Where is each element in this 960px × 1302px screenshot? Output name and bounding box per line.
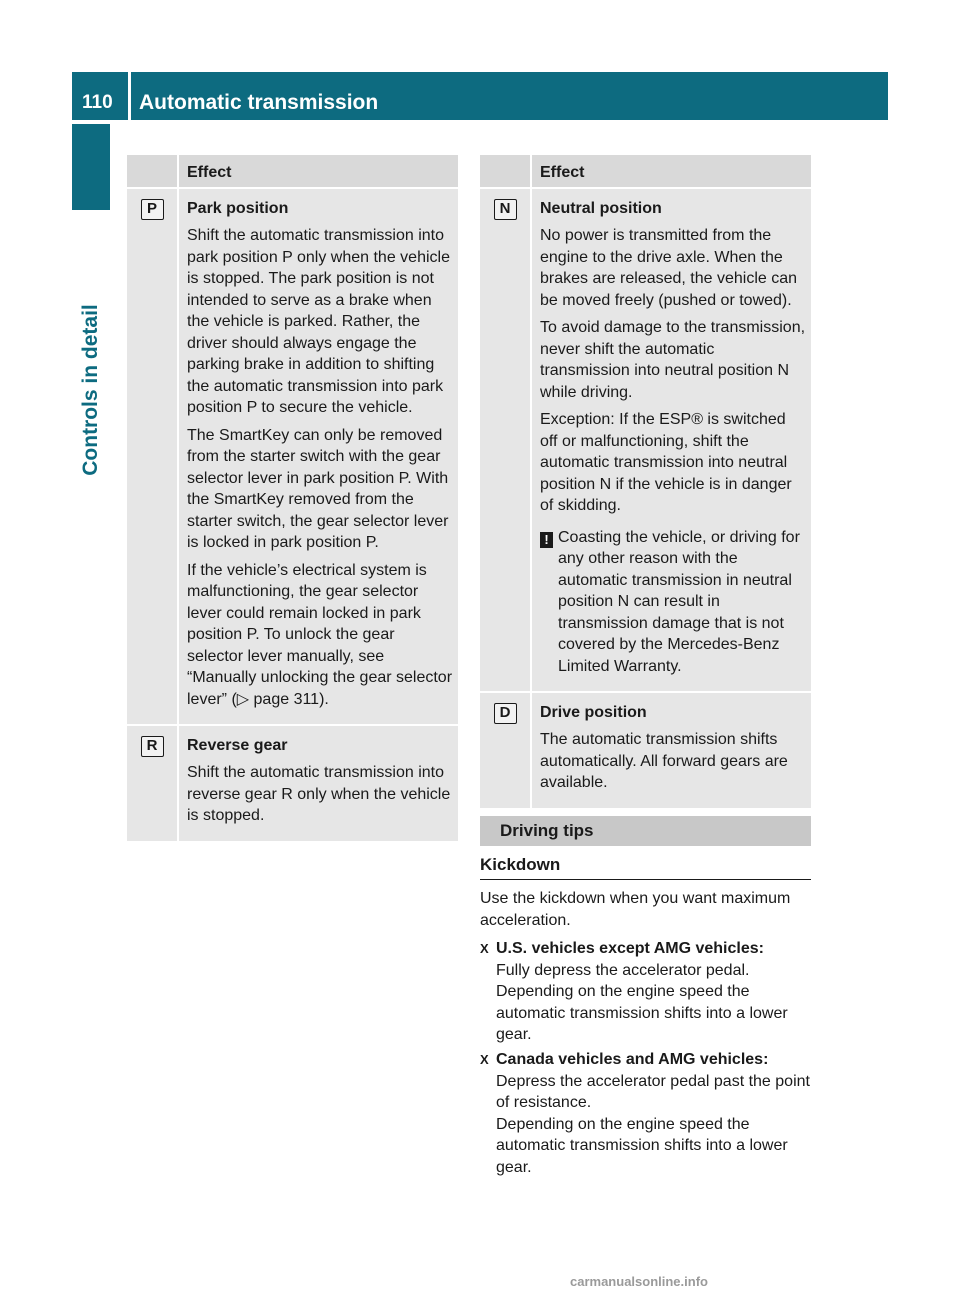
table-row-drive [480, 693, 811, 808]
side-tab-label: Controls in detail [79, 304, 103, 476]
side-tab [72, 210, 110, 570]
row-paragraph: Exception: If the ESP® is switched off or malfunctioning, shift the automatic transmission into neutral position N if the vehicle is in danger of skidding. [540, 411, 792, 514]
row-paragraph: The SmartKey can only be removed from the starter switch with the gear selector lever in park position P. With the SmartKey removed from the starter switch, the gear selector lever is locked in park position P. [187, 426, 449, 551]
row-paragraph: Shift the automatic transmission into park position P only when the vehicle is stopped. The park position is not intended to serve as a brake when the vehicle is parked. Rather, the driver should always engage the parking brake in addition to shifting the automatic transmission into park position P to secure the vehicle. [187, 227, 450, 416]
step-item [480, 938, 811, 1046]
intro-text: Use the kickdown when you want maximum acceleration. [480, 890, 791, 929]
park-position-icon: P [141, 199, 164, 220]
step-text-detail: Depending on the engine speed the automatic transmission shifts into a lower gear. [496, 1115, 788, 1176]
row-paragraph: No power is transmitted from the engine to the drive axle. When the brakes are released, the vehicle can be moved freely (pushed or towed). [540, 227, 798, 309]
row-paragraph: The automatic transmission shifts automatically. All forward gears are available. [540, 731, 788, 791]
row-title: Reverse gear [187, 737, 288, 754]
table-header [127, 155, 458, 189]
subheading-kickdown: Kickdown [480, 852, 811, 880]
neutral-position-icon: N [494, 199, 517, 220]
table-row-park [127, 189, 458, 726]
page-number: 110 [72, 72, 128, 120]
warning-text: Coasting the vehicle, or driving for any other reason with the automatic transmission in neutral position N can result in transmission damage that is not covered by the Mercedes-Benz Limited Warranty. [558, 528, 800, 675]
step-arrow-icon: X [480, 941, 489, 956]
row-title: Neutral position [540, 200, 662, 217]
reverse-gear-icon: R [141, 736, 164, 757]
gear-table-left [127, 155, 458, 841]
warning-icon: ! [540, 532, 553, 548]
row-paragraph: Shift the automatic transmission into reverse gear R only when the vehicle is stopped. [187, 764, 451, 824]
row-title: Park position [187, 200, 289, 217]
side-tab-marker [72, 124, 110, 210]
table-row-reverse [127, 726, 458, 841]
effect-header: Effect [540, 164, 585, 181]
step-text: Fully depress the accelerator pedal. [496, 961, 750, 979]
step-text: Depress the accelerator pedal past the point of resistance. [496, 1072, 810, 1111]
warning-note [540, 527, 807, 678]
row-paragraph: To avoid damage to the transmission, never shift the automatic transmission into neutral position N while driving. [540, 319, 806, 401]
drive-position-icon: D [494, 703, 517, 724]
row-paragraph: If the vehicle’s electrical system is malfunctioning, the gear selector lever could remain locked in park position P. To unlock the gear selector lever manually, see “Manually unlocking the gear selector lever” (▷ page 311). [187, 561, 453, 708]
step-text-detail: Depending on the engine speed the automatic transmission shifts into a lower gear. [496, 983, 788, 1043]
table-header [480, 155, 811, 189]
page-title: Automatic transmission [131, 72, 888, 120]
row-title: Drive position [540, 704, 647, 721]
page-header [72, 72, 888, 120]
step-item [480, 1049, 811, 1178]
effect-header: Effect [187, 164, 232, 181]
step-arrow-icon: X [480, 1052, 489, 1067]
step-label: U.S. vehicles except AMG vehicles: [496, 940, 764, 957]
gear-table-right [480, 155, 811, 808]
section-heading: Driving tips [480, 816, 811, 846]
table-row-neutral [480, 189, 811, 693]
step-label: Canada vehicles and AMG vehicles: [496, 1051, 769, 1068]
watermark: carmanualsonline.info [570, 1274, 708, 1289]
